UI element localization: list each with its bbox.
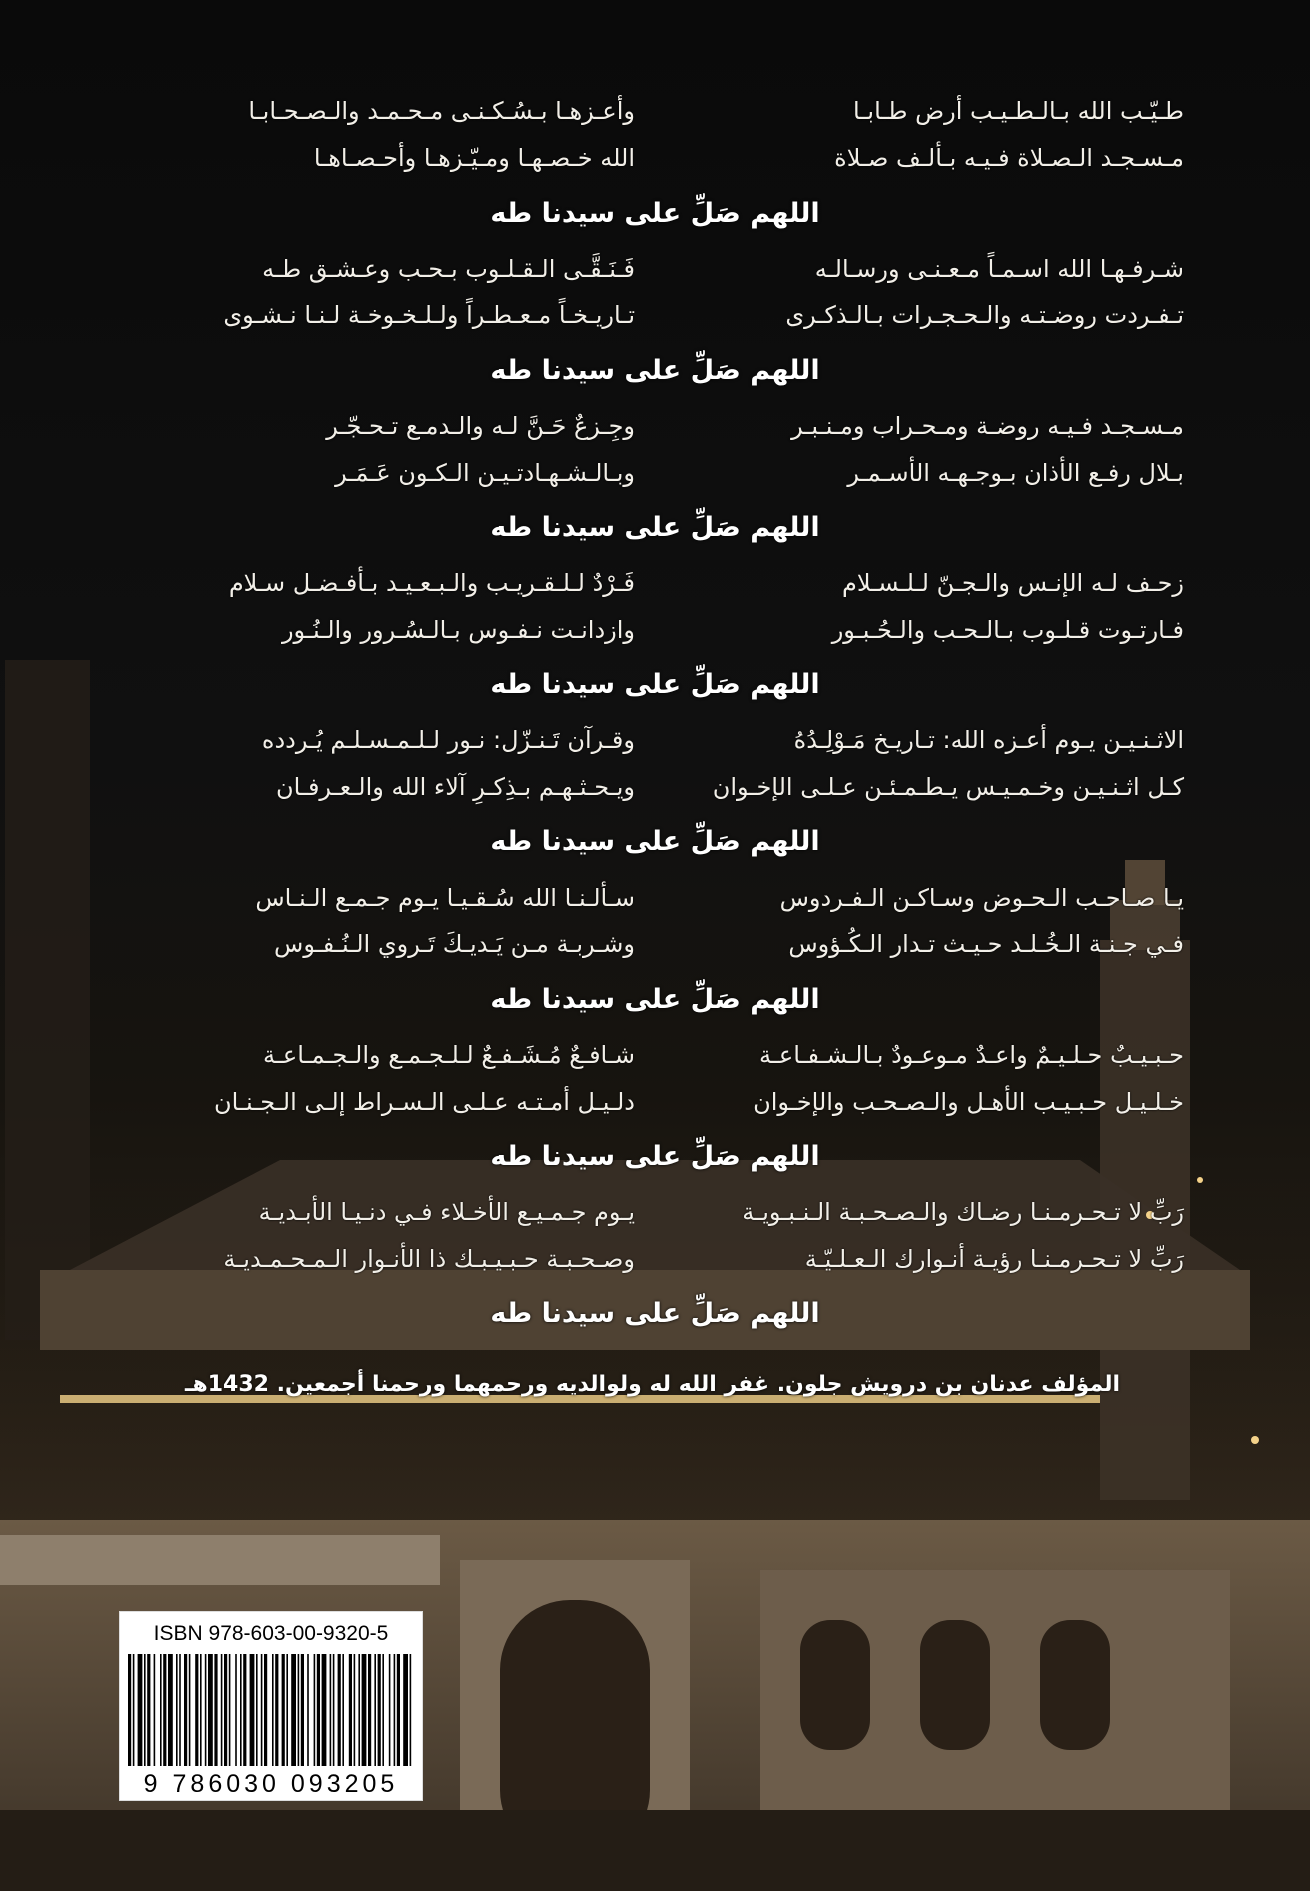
verse-7-1-left: شـافـعٌ مُـشَـفـعٌ لـلـجـمـع والـجـمـاعـة: [263, 1041, 635, 1069]
verse-6-1-left: سـألـنـا الله سُـقـيـا يـوم جـمـع الـنـاس: [255, 884, 635, 912]
verse-3-2-right: بـلال رفـع الأذان بـوجـهـه الأسـمـر: [847, 459, 1184, 487]
verse-4-2-left: وازدانـت نـفـوس بـالـسُـرور والـنُـور: [281, 616, 635, 644]
verse-4-1-left: فَـرْدٌ لـلـقـريـب والـبـعـيـد بـأفـضـل سـلام: [228, 569, 635, 597]
verse-6-1-right: يـا صـاحـب الـحـوض وسـاكـن الـفـردوس: [779, 884, 1184, 912]
verse-2-1-left: فَـنَـقَّـى الـقـلـوب بـحـب وعـشـق طـه: [262, 255, 635, 283]
author-dedication: المؤلف عدنان بن درويش جلون. غفر الله له ولوالديه ورحمهما ورحمنا أجمعين. 1432هـ: [184, 1372, 1120, 1397]
refrain-6: اللهم صَلِّ على سيدنا طه: [490, 984, 820, 1015]
verse-1-1-right: طـيّـب الله بـالـطـيـب أرض طـابـا: [853, 97, 1184, 125]
verse-8-2-right: رَبِّ لا تـحـرمـنـا رؤيـة أنـوارك الـعـلـيّـة: [804, 1245, 1184, 1273]
verse-2-2-left: تـاريـخـاً مـعـطـراً ولـلـخـوخـة لـنـا نـشـوى: [223, 301, 635, 329]
verse-8-2-left: وصـحـبـة حـبـيـبـك ذا الأنـوار الـمـحـمـديـة: [223, 1245, 635, 1273]
verse-5-2-right: كـل اثـنـيـن وخـمـيـس يـطـمـئـن عـلـى الإخـوان: [712, 773, 1184, 801]
verse-5-1-left: وقـرآن تَـنـزّل: نـور لـلـمـسـلـم يُـردده: [261, 726, 635, 754]
isbn-barcode-digits: 9 786030 093205: [143, 1770, 399, 1798]
refrain-4: اللهم صَلِّ على سيدنا طه: [490, 669, 820, 700]
verse-3-2-left: وبـالـشـهـادتـيـن الـكـون عَـمَـر: [335, 459, 635, 487]
verse-7-1-right: حـبـيـبٌ حـلـيـمٌ واعـدٌ مـوعـودٌ بـالـشـفـاعـة: [758, 1041, 1184, 1069]
refrain-2: اللهم صَلِّ على سيدنا طه: [490, 355, 820, 386]
verse-5-1-right: الاثـنـيـن يـوم أعـزه الله: تـاريـخ مَـوْلِـدُهُ: [793, 726, 1184, 754]
verse-3-1-right: مـسـجـد فـيـه روضـة ومـحـراب ومـنـبـر: [791, 412, 1184, 440]
verse-6-2-right: فـي جـنـة الـخُـلـد حـيـث تـدار الـكُـؤوس: [788, 930, 1184, 958]
verse-4-1-right: زحـف لـه الإنـس والـجـنّ لـلـسـلام: [842, 569, 1184, 597]
verse-3-1-left: وجِـزعٌ حَـنَّ لـه والـدمـع تـحـجّـر: [326, 412, 635, 440]
refrain-1: اللهم صَلِّ على سيدنا طه: [490, 198, 820, 229]
verse-6-2-left: وشـربـة مـن يَـديـكَ تَـروي الـنُـفـوس: [274, 930, 635, 958]
verse-5-2-left: ويـحـثـهـم بـذِكـرِ آلاء الله والـعـرفـان: [275, 773, 635, 801]
isbn-number: ISBN 978-603-00-9320-5: [153, 1622, 389, 1645]
verse-8-1-left: يـوم جـمـيـع الأخـلاء فـي دنـيـا الأبـديـة: [258, 1198, 635, 1226]
verse-2-2-right: تـفـردت روضـتـه والـحـجـرات بـالـذكـرى: [785, 301, 1184, 329]
verse-7-2-left: دلـيـل أمـتـه عـلـى الـسـراط إلـى الـجـنـان: [214, 1088, 635, 1116]
refrain-8: اللهم صَلِّ على سيدنا طه: [490, 1298, 820, 1329]
verse-4-2-right: فـارتـوت قـلـوب بـالـحـب والـحُـبـور: [831, 616, 1184, 644]
verse-1-2-left: الله خـصـهـا ومـيّـزهـا وأحـصـاهـا: [313, 144, 635, 172]
verse-2-1-right: شـرفـهـا الله اسـمـاً مـعـنـى ورسـالـه: [814, 255, 1184, 283]
verse-7-2-right: خـلـيـل حـبـيـب الأهـل والـصـحـب والإخـوان: [753, 1088, 1184, 1116]
verse-1-1-left: وأعـزهـا بـسُـكـنـى مـحـمـد والـصـحـابـا: [248, 97, 635, 125]
barcode-icon: [128, 1654, 414, 1766]
refrain-7: اللهم صَلِّ على سيدنا طه: [490, 1141, 820, 1172]
verse-8-1-right: رَبِّ لا تـحـرمـنـا رضـاك والـصـحـبـة الـنـبـويـة: [742, 1198, 1184, 1226]
isbn-barcode-label: [120, 1612, 422, 1800]
refrain-3: اللهم صَلِّ على سيدنا طه: [490, 512, 820, 543]
refrain-5: اللهم صَلِّ على سيدنا طه: [490, 826, 820, 857]
verse-1-2-right: مـسـجـد الـصـلاة فـيـه بـألـف صـلاة: [834, 144, 1184, 172]
